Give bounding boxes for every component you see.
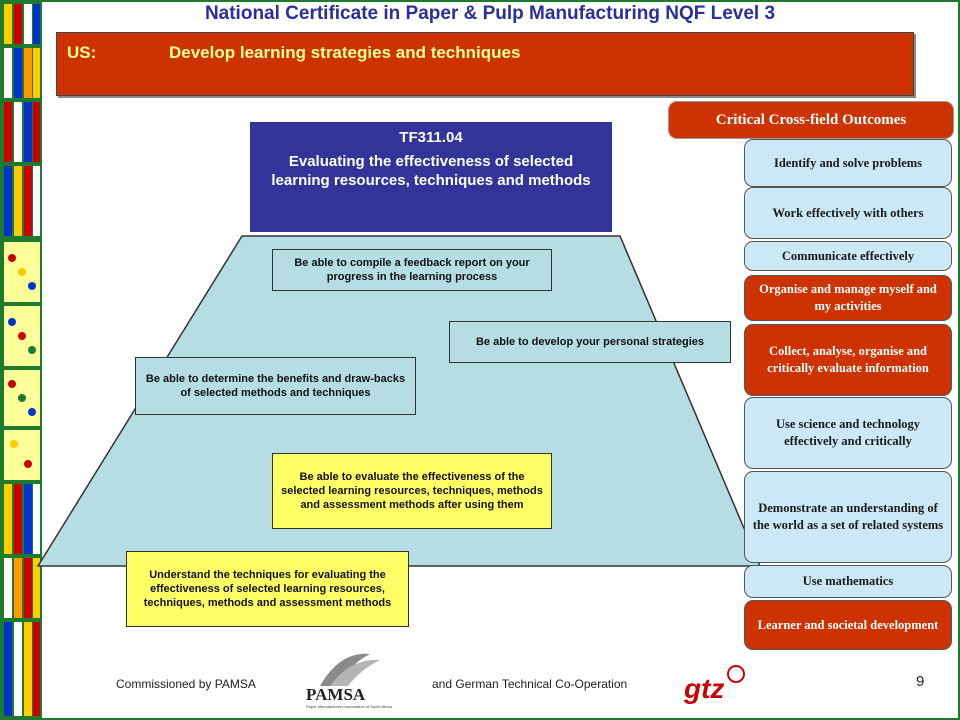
ccfo-item: Use mathematics [744,565,952,598]
ccfo-header: Critical Cross-field Outcomes [668,101,954,139]
pamsa-logo [300,646,400,712]
unit-standard-label: US: [67,43,97,62]
gtz-logo [680,664,750,708]
page-number: 9 [916,673,925,690]
ccfo-item: Demonstrate an understanding of the world as a set of related systems [744,471,952,563]
ccfo-item: Collect, analyse, organise and critically evaluate information [744,324,952,396]
pamsa-logo-text: PAMSA [306,685,366,704]
ccfo-item: Learner and societal development [744,600,952,650]
ccfo-item: Work effectively with others [744,187,952,239]
ccfo-item: Organise and manage myself and my activities [744,275,952,321]
module-code: TF311.04 [399,129,463,146]
outcome-feedback-report: Be able to compile a feedback report on your progress in the learning process [272,249,552,291]
ccfo-item: Identify and solve problems [744,139,952,187]
unit-standard-title: Develop learning strategies and techniques [169,43,521,62]
ccfo-item: Use science and technology effectively and critically [744,397,952,469]
footer-cooperation: and German Technical Co-Operation [432,677,628,691]
outcome-understand-techniques: Understand the techniques for evaluating the effectiveness of selected learning resources, techniques, methods and assessment methods [126,551,409,627]
outcome-evaluate-effectiveness: Be able to evaluate the effectiveness of the selected learning resources, techniques, methods and assessment methods after using them [272,453,552,529]
module-title: Evaluating the effectiveness of selected learning resources, techniques and methods [271,153,591,189]
outcome-personal-strategies: Be able to develop your personal strategies [449,321,731,363]
outcome-benefits-drawbacks: Be able to determine the benefits and draw-backs of selected methods and techniques [135,357,416,415]
page-title: National Certificate in Paper & Pulp Manufacturing NQF Level 3 [204,3,776,24]
ccfo-item: Communicate effectively [744,241,952,271]
pamsa-logo-subtext: Paper Manufacturers Association of South Africa [306,704,392,709]
footer-commissioned: Commissioned by PAMSA [116,677,256,691]
gtz-logo-text: gtz [684,673,725,704]
module-box [250,122,612,232]
